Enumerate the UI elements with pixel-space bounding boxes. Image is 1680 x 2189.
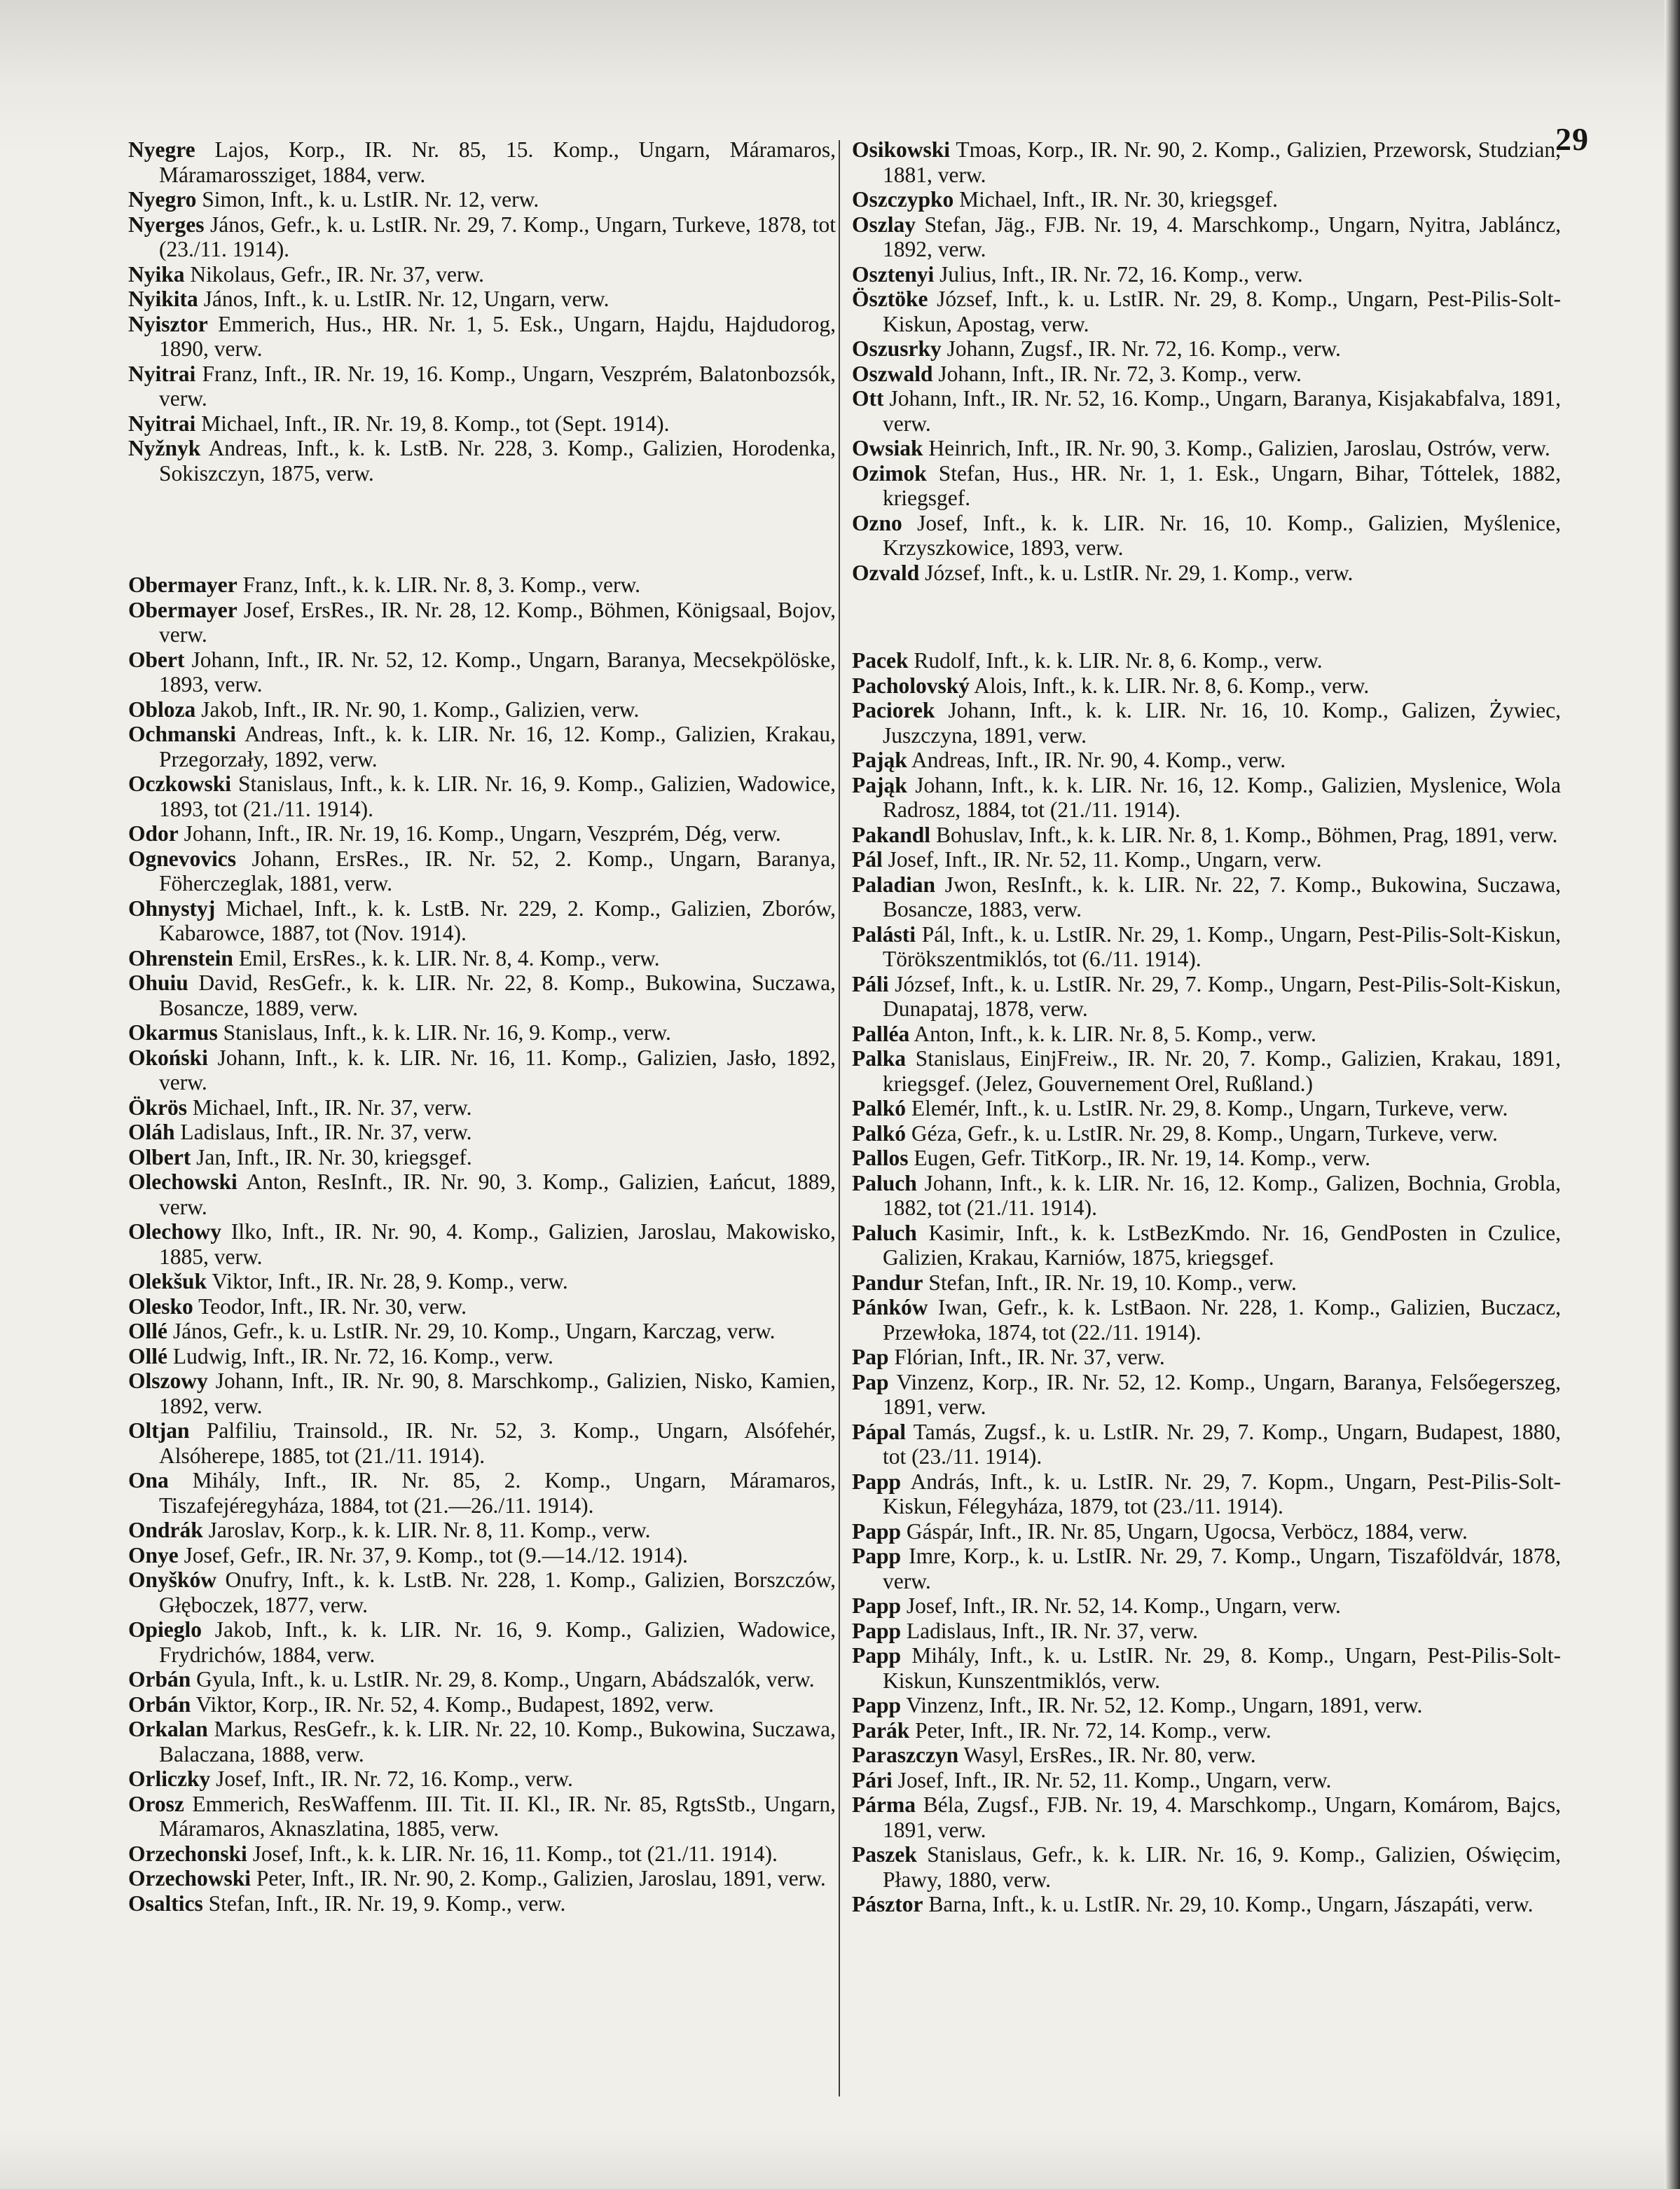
register-entry (852, 1096, 1561, 1121)
register-entry (852, 823, 1561, 848)
entry-details: Bohuslav, Inft., k. k. LIR. Nr. 8, 1. Komp., Böhmen, Prag, 1891, verw. (935, 822, 1558, 847)
register-entry (128, 1269, 836, 1294)
entry-details: Johann, Inft., k. k. LIR. Nr. 16, 11. Komp., Galizien, Jasło, 1892, verw. (159, 1045, 836, 1094)
entry-surname: Osaltics (128, 1890, 203, 1916)
register-entry (852, 212, 1561, 262)
register-entry (128, 1468, 836, 1518)
right-entries-o (852, 137, 1561, 585)
entry-surname: Pápal (852, 1419, 907, 1444)
entry-surname: Ohnystyj (128, 895, 216, 921)
entry-details: Jwon, ResInft., k. k. LIR. Nr. 22, 7. Komp., Bukowina, Suczawa, Bosancze, 1883, verw. (883, 872, 1561, 921)
entry-surname: Oszlay (852, 212, 916, 237)
page-edge-shadow (1665, 0, 1680, 2189)
register-entry (852, 1842, 1561, 1892)
entry-details: Johann, Inft., IR. Nr. 52, 12. Komp., Ungarn, Baranya, Mecsekpölöske, 1893, verw. (159, 647, 836, 696)
entry-surname: Papp (852, 1618, 902, 1643)
register-entry (852, 773, 1561, 823)
register-entry (128, 1717, 836, 1766)
register-entry (128, 647, 836, 697)
register-entry (128, 1219, 836, 1269)
section-gap (128, 486, 836, 572)
register-entry (128, 262, 836, 287)
entry-details: Jakob, Inft., k. k. LIR. Nr. 16, 9. Komp., Galizien, Wadowice, Frydrichów, 1884, verw. (159, 1617, 836, 1667)
register-entry (852, 1221, 1561, 1270)
register-entry (128, 411, 836, 437)
entry-details: Johann, Inft., IR. Nr. 72, 3. Komp., verw. (938, 361, 1302, 386)
register-entry (128, 1045, 836, 1095)
register-entry (852, 748, 1561, 773)
entry-surname: Pál (852, 847, 883, 872)
entry-surname: Ozvald (852, 560, 920, 585)
register-entry (852, 1171, 1561, 1221)
right-column (852, 137, 1561, 1917)
entry-details: Elemér, Inft., k. u. LstIR. Nr. 29, 8. Komp., Ungarn, Turkeve, verw. (911, 1096, 1508, 1120)
entry-details: Flórian, Inft., IR. Nr. 37, verw. (894, 1345, 1165, 1369)
entry-surname: Orbán (128, 1667, 191, 1692)
entry-details: David, ResGefr., k. k. LIR. Nr. 22, 8. Komp., Bukowina, Suczawa, Bosancze, 1889, verw. (159, 970, 836, 1020)
entry-details: Ladislaus, Inft., IR. Nr. 37, verw. (906, 1618, 1199, 1643)
entry-details: Josef, ErsRes., IR. Nr. 28, 12. Komp., Böhmen, Königsaal, Bojov, verw. (159, 597, 836, 647)
entry-details: Markus, ResGefr., k. k. LIR. Nr. 22, 10. Komp., Bukowina, Suczawa, Balaczana, 1888, verw. (159, 1717, 836, 1766)
entry-details: Michael, Inft., IR. Nr. 30, kriegsgef. (959, 187, 1279, 212)
entry-surname: Onyšków (128, 1567, 217, 1592)
register-entry (128, 598, 836, 647)
register-entry (852, 1270, 1561, 1296)
entry-surname: Pająk (852, 748, 907, 772)
entry-surname: Pakandl (852, 822, 931, 847)
register-entry (852, 287, 1561, 336)
register-entry (852, 1718, 1561, 1743)
entry-surname: Oszwald (852, 361, 933, 386)
register-entry (852, 972, 1561, 1022)
entry-surname: Nyitrai (128, 411, 196, 436)
entry-surname: Palkó (852, 1096, 907, 1120)
register-entry (852, 511, 1561, 561)
register-entry (852, 1146, 1561, 1171)
entry-surname: Palkó (852, 1120, 907, 1146)
entry-details: Josef, Inft., k. k. LIR. Nr. 16, 11. Komp., tot (21./11. 1914). (252, 1841, 778, 1866)
register-entry (128, 137, 836, 187)
entry-surname: Olesko (128, 1294, 193, 1319)
entry-details: Andreas, Inft., k. k. LstB. Nr. 228, 3. Komp., Galizien, Horodenka, Sokiszczyn, 1875, verw. (159, 436, 836, 486)
entry-details: Vinzenz, Korp., IR. Nr. 52, 12. Komp., Ungarn, Baranya, Felsőegerszeg, 1891, verw. (883, 1369, 1561, 1419)
register-entry (128, 1145, 836, 1170)
entry-details: Josef, Inft., k. k. LIR. Nr. 16, 10. Komp., Galizien, Myślenice, Krzyszkowice, 1893, verw. (883, 510, 1561, 560)
entry-details: Jan, Inft., IR. Nr. 30, kriegsgef. (196, 1144, 472, 1169)
register-entry (128, 1617, 836, 1667)
register-entry (852, 1022, 1561, 1047)
register-entry (852, 1693, 1561, 1718)
register-entry (128, 1344, 836, 1369)
entry-surname: Ökrös (128, 1094, 188, 1120)
entry-surname: Ott (852, 386, 884, 411)
entry-surname: Osikowski (852, 137, 951, 162)
entry-surname: Parák (852, 1717, 910, 1743)
register-entry (128, 187, 836, 212)
entry-surname: Paluch (852, 1170, 917, 1195)
entry-details: János, Gefr., k. u. LstIR. Nr. 29, 7. Komp., Ungarn, Turkeve, 1878, tot (23./11. 1914). (159, 212, 836, 261)
entry-details: Nikolaus, Gefr., IR. Nr. 37, verw. (190, 261, 485, 287)
register-entry (128, 1518, 836, 1543)
entry-surname: Papp (852, 1593, 902, 1618)
register-entry (852, 1743, 1561, 1768)
entry-details: Barna, Inft., k. u. LstIR. Nr. 29, 10. Komp., Ungarn, Jászapáti, verw. (928, 1892, 1534, 1916)
entry-details: Julius, Inft., IR. Nr. 72, 16. Komp., verw. (939, 261, 1303, 287)
register-entry (852, 1046, 1561, 1096)
left-column (128, 137, 836, 1916)
register-entry (852, 1593, 1561, 1619)
entry-surname: Oláh (128, 1120, 175, 1144)
page-number: 29 (1555, 121, 1589, 157)
register-entry (852, 1643, 1561, 1693)
entry-details: Stanislaus, Inft., k. k. LIR. Nr. 16, 9. Komp., Galizien, Wadowice, 1893, tot (21./11. 1914). (159, 771, 836, 821)
register-entry (852, 336, 1561, 362)
entry-details: Stefan, Jäg., FJB. Nr. 19, 4. Marschkomp., Ungarn, Nyitra, Jabláncz, 1892, verw. (883, 212, 1561, 261)
register-entry (128, 722, 836, 771)
entry-surname: Pająk (852, 772, 907, 797)
entry-details: Stefan, Inft., IR. Nr. 19, 9. Komp., verw. (208, 1890, 566, 1916)
entry-surname: Pap (852, 1345, 889, 1369)
column-divider (839, 140, 840, 2097)
entry-surname: Obert (128, 647, 185, 672)
entry-surname: Papp (852, 1518, 902, 1544)
entry-details: Josef, Inft., IR. Nr. 52, 14. Komp., Ungarn, verw. (906, 1593, 1341, 1618)
entry-details: Vinzenz, Inft., IR. Nr. 52, 12. Komp., Ungarn, 1891, verw. (906, 1693, 1423, 1717)
register-entry (128, 846, 836, 896)
entry-details: Anton, Inft., k. k. LIR. Nr. 8, 5. Komp., verw. (914, 1021, 1316, 1046)
register-entry (128, 1294, 836, 1319)
register-entry (128, 1169, 836, 1219)
register-entry (128, 212, 836, 262)
entry-surname: Pánków (852, 1295, 928, 1319)
left-entries-n (128, 137, 836, 486)
left-entries-o (128, 572, 836, 1916)
entry-details: Emmerich, Hus., HR. Nr. 1, 5. Esk., Ungarn, Hajdu, Hajdudorog, 1890, verw. (159, 311, 836, 361)
entry-details: Johann, Inft., k. k. LIR. Nr. 16, 10. Komp., Galizen, Żywiec, Juszczyna, 1891, verw. (883, 698, 1561, 748)
register-entry (852, 1792, 1561, 1842)
entry-surname: Pacek (852, 648, 909, 673)
entry-details: Johann, Inft., k. k. LIR. Nr. 16, 12. Komp., Galizen, Bochnia, Grobla, 1882, tot (21./11. 1914). (883, 1170, 1561, 1220)
entry-surname: Orbán (128, 1692, 191, 1717)
entry-details: Stefan, Hus., HR. Nr. 1, 1. Esk., Ungarn, Bihar, Tóttelek, 1882, kriegsgef. (883, 460, 1562, 510)
entry-details: Stefan, Inft., IR. Nr. 19, 10. Komp., verw. (928, 1270, 1297, 1295)
register-entry (852, 1345, 1561, 1370)
register-entry (128, 1841, 836, 1867)
entry-surname: Oltjan (128, 1418, 190, 1443)
entry-details: Johann, Inft., IR. Nr. 52, 16. Komp., Ungarn, Baranya, Kisjakabfalva, 1891, verw. (883, 386, 1562, 436)
entry-details: Gyula, Inft., k. u. LstIR. Nr. 29, 8. Komp., Ungarn, Abádszalók, verw. (196, 1667, 815, 1692)
register-entry (852, 1121, 1561, 1146)
entry-surname: Pallos (852, 1146, 909, 1170)
entry-details: Michael, Inft., IR. Nr. 19, 8. Komp., tot (Sept. 1914). (201, 411, 670, 436)
entry-details: Andreas, Inft., k. k. LIR. Nr. 16, 12. Komp., Galizien, Krakau, Przegorzały, 1892, verw. (159, 722, 836, 771)
entry-surname: Paszek (852, 1842, 917, 1867)
register-entry (128, 1866, 836, 1891)
entry-surname: Oszczypko (852, 187, 954, 212)
entry-details: Michael, Inft., k. k. LstB. Nr. 229, 2. Komp., Galizien, Zborów, Kabarowce, 1887, tot (Nov. 1914). (159, 895, 836, 945)
entry-surname: Orzechowski (128, 1866, 251, 1890)
register-entry (852, 1295, 1561, 1345)
entry-details: Jaroslav, Korp., k. k. LIR. Nr. 8, 11. Komp., verw. (208, 1518, 651, 1542)
entry-details: Mihály, Inft., k. u. LstIR. Nr. 29, 8. Komp., Ungarn, Pest-Pilis-Solt-Kiskun, Kunszentmiklós, verw. (883, 1643, 1561, 1693)
entry-surname: Orliczky (128, 1766, 211, 1791)
entry-surname: Obermayer (128, 597, 237, 622)
entry-surname: Pap (852, 1369, 889, 1394)
entry-details: Jakob, Inft., IR. Nr. 90, 1. Komp., Galizien, verw. (201, 696, 640, 722)
entry-surname: Paluch (852, 1220, 917, 1245)
entry-details: Emil, ErsRes., k. k. LIR. Nr. 8, 4. Komp., verw. (238, 945, 660, 970)
register-entry (128, 1020, 836, 1045)
register-entry (128, 287, 836, 312)
entry-surname: Pári (852, 1767, 893, 1792)
entry-details: Palfiliu, Trainsold., IR. Nr. 52, 3. Komp., Ungarn, Alsófehér, Alsóherepe, 1885, tot (21./11. 1914). (159, 1418, 836, 1468)
register-entry (852, 673, 1561, 699)
entry-surname: Nyegro (128, 187, 197, 212)
register-entry (128, 970, 836, 1020)
entry-details: Tamás, Zugsf., k. u. LstIR. Nr. 29, 7. Komp., Ungarn, Budapest, 1880, tot (23./11. 1914). (883, 1419, 1561, 1469)
register-entry (852, 648, 1561, 673)
register-entry (852, 1469, 1561, 1519)
entry-details: Ladislaus, Inft., IR. Nr. 37, verw. (180, 1120, 472, 1144)
entry-surname: Páli (852, 971, 889, 996)
entry-surname: Nyitrai (128, 361, 196, 386)
entry-details: János, Gefr., k. u. LstIR. Nr. 29, 10. Komp., Ungarn, Karczag, verw. (172, 1319, 776, 1343)
right-entries-p (852, 648, 1561, 1917)
entry-details: Lajos, Korp., IR. Nr. 85, 15. Komp., Ungarn, Máramaros, Máramarossziget, 1884, verw. (159, 137, 836, 187)
register-entry (852, 386, 1561, 436)
section-gap (852, 585, 1561, 648)
entry-surname: Palásti (852, 921, 916, 947)
entry-details: Anton, ResInft., IR. Nr. 90, 3. Komp., Galizien, Łańcut, 1889, verw. (159, 1169, 836, 1219)
register-entry (852, 362, 1561, 387)
register-entry (128, 1567, 836, 1617)
entry-surname: Palléa (852, 1021, 910, 1046)
entry-details: Onufry, Inft., k. k. LstB. Nr. 228, 1. Komp., Galizien, Borszczów, Głęboczek, 1877, verw. (159, 1567, 836, 1617)
register-entry (128, 1792, 836, 1841)
register-entry (128, 821, 836, 846)
entry-surname: Owsiak (852, 436, 923, 460)
register-entry (128, 1667, 836, 1692)
entry-details: Peter, Inft., IR. Nr. 72, 14. Komp., verw. (915, 1717, 1272, 1743)
entry-surname: Onye (128, 1542, 179, 1567)
register-entry (128, 312, 836, 362)
entry-surname: Opieglo (128, 1617, 202, 1642)
entry-details: Johann, Zugsf., IR. Nr. 72, 16. Komp., verw. (946, 336, 1341, 361)
entry-details: Teodor, Inft., IR. Nr. 30, verw. (198, 1294, 467, 1319)
register-entry (128, 771, 836, 821)
entry-surname: Ozimok (852, 460, 927, 486)
register-entry (852, 1619, 1561, 1644)
register-entry (128, 572, 836, 598)
entry-surname: Paladian (852, 872, 936, 897)
entry-details: József, Inft., k. u. LstIR. Nr. 29, 7. Komp., Ungarn, Pest-Pilis-Solt-Kiskun, Dunapataj, 1878, verw. (883, 971, 1561, 1021)
register-entry (128, 1766, 836, 1792)
entry-surname: Papp (852, 1469, 902, 1494)
entry-surname: Olekšuk (128, 1269, 207, 1294)
entry-details: Michael, Inft., IR. Nr. 37, verw. (192, 1094, 472, 1120)
entry-surname: Obermayer (128, 572, 237, 597)
entry-surname: Paciorek (852, 698, 935, 722)
register-entry (852, 187, 1561, 212)
entry-details: Gáspár, Inft., IR. Nr. 85, Ungarn, Ugocsa, Verböcz, 1884, verw. (906, 1518, 1468, 1544)
entry-surname: Olbert (128, 1144, 191, 1169)
entry-details: Ludwig, Inft., IR. Nr. 72, 16. Komp., verw. (172, 1343, 553, 1368)
entry-surname: Pandur (852, 1270, 923, 1295)
entry-details: Stanislaus, Gefr., k. k. LIR. Nr. 16, 9. Komp., Galizien, Oświęcim, Pławy, 1880, verw. (883, 1842, 1562, 1892)
entry-surname: Nyika (128, 261, 185, 287)
register-entry (128, 1418, 836, 1468)
entry-details: Pál, Inft., k. u. LstIR. Nr. 29, 1. Komp., Ungarn, Pest-Pilis-Solt-Kiskun, Törökszentmiklós, tot (6./11. 1914). (883, 921, 1561, 971)
entry-details: Johann, Inft., IR. Nr. 90, 8. Marschkomp., Galizien, Nisko, Kamien, 1892, verw. (159, 1368, 836, 1418)
entry-details: Johann, Inft., k. k. LIR. Nr. 16, 12. Komp., Galizien, Myslenice, Wola Radrosz, 1884, tot (21./11. 1914). (883, 772, 1561, 822)
entry-details: Simon, Inft., k. u. LstIR. Nr. 12, verw. (202, 187, 539, 212)
entry-surname: Osztenyi (852, 261, 935, 287)
entry-details: Josef, Inft., IR. Nr. 72, 16. Komp., verw. (216, 1766, 573, 1791)
register-entry (128, 946, 836, 971)
entry-details: Andreas, Inft., IR. Nr. 90, 4. Komp., verw. (911, 748, 1286, 772)
register-entry (128, 362, 836, 411)
register-entry (852, 1892, 1561, 1917)
entry-details: Rudolf, Inft., k. k. LIR. Nr. 8, 6. Komp., verw. (914, 648, 1323, 673)
entry-surname: Pásztor (852, 1892, 923, 1916)
entry-details: Stanislaus, Inft., k. k. LIR. Nr. 16, 9. Komp., verw. (223, 1020, 671, 1045)
entry-details: Mihály, Inft., IR. Nr. 85, 2. Komp., Ungarn, Máramaros, Tiszafejéregyháza, 1884, tot (21.—26./11. 1914). (159, 1468, 836, 1518)
entry-details: Johann, Inft., IR. Nr. 19, 16. Komp., Ungarn, Veszprém, Dég, verw. (184, 821, 781, 846)
entry-surname: Ohrenstein (128, 945, 233, 970)
entry-surname: Nyegre (128, 137, 195, 162)
entry-surname: Oszusrky (852, 336, 942, 361)
entry-surname: Papp (852, 1544, 902, 1568)
entry-surname: Odor (128, 821, 179, 846)
register-entry (852, 872, 1561, 922)
entry-surname: Ösztöke (852, 287, 928, 311)
entry-surname: Olechowy (128, 1219, 221, 1244)
register-entry (128, 1120, 836, 1145)
entry-surname: Pacholovský (852, 673, 970, 698)
entry-surname: Ollé (128, 1319, 167, 1343)
register-entry (128, 1095, 836, 1120)
entry-surname: Ozno (852, 510, 902, 535)
entry-details: Imre, Korp., k. u. LstIR. Nr. 29, 7. Komp., Ungarn, Tiszaföldvár, 1878, verw. (883, 1544, 1561, 1593)
entry-details: Viktor, Inft., IR. Nr. 28, 9. Komp., verw. (212, 1269, 568, 1294)
entry-details: Franz, Inft., k. k. LIR. Nr. 8, 3. Komp., verw. (242, 572, 641, 597)
entry-surname: Ona (128, 1468, 169, 1492)
entry-surname: Papp (852, 1643, 902, 1668)
register-entry (852, 1420, 1561, 1469)
entry-surname: Papp (852, 1693, 902, 1717)
register-entry (852, 461, 1561, 511)
entry-details: Béla, Zugsf., FJB. Nr. 19, 4. Marschkomp., Ungarn, Komárom, Bajcs, 1891, verw. (883, 1792, 1562, 1842)
entry-details: Josef, Gefr., IR. Nr. 37, 9. Komp., tot (9.—14./12. 1914). (184, 1542, 688, 1567)
entry-surname: Nyikita (128, 287, 198, 311)
register-entry (128, 1891, 836, 1916)
entry-surname: Palka (852, 1046, 907, 1071)
entry-details: Eugen, Gefr. TitKorp., IR. Nr. 19, 14. Komp., verw. (914, 1146, 1370, 1170)
entry-surname: Olechowski (128, 1169, 237, 1194)
entry-surname: Orzechonski (128, 1841, 247, 1866)
register-entry (852, 1370, 1561, 1420)
entry-surname: Ondrák (128, 1518, 203, 1542)
entry-surname: Ohuiu (128, 970, 188, 995)
register-entry (852, 262, 1561, 287)
entry-details: Alois, Inft., k. k. LIR. Nr. 8, 6. Komp., verw. (974, 673, 1370, 698)
entry-details: Josef, Inft., IR. Nr. 52, 11. Komp., Ungarn, verw. (888, 847, 1322, 872)
register-entry (852, 847, 1561, 872)
entry-details: Viktor, Korp., IR. Nr. 52, 4. Komp., Budapest, 1892, verw. (195, 1692, 714, 1717)
entry-details: József, Inft., k. u. LstIR. Nr. 29, 8. Komp., Ungarn, Pest-Pilis-Solt-Kiskun, Apostag, verw. (883, 287, 1561, 336)
entry-surname: Okoński (128, 1045, 208, 1070)
entry-details: Ilko, Inft., IR. Nr. 90, 4. Komp., Galizien, Jaroslau, Makowisko, 1885, verw. (159, 1219, 836, 1269)
register-entry (128, 1368, 836, 1418)
entry-details: Peter, Inft., IR. Nr. 90, 2. Komp., Galizien, Jaroslau, 1891, verw. (256, 1866, 826, 1890)
entry-details: Emmerich, ResWaffenm. III. Tit. II. Kl., IR. Nr. 85, RgtsStb., Ungarn, Máramaros, Aknaszlatina, 1885, verw. (159, 1791, 836, 1841)
entry-surname: Ognevovics (128, 846, 236, 871)
register-entry (128, 1692, 836, 1717)
entry-surname: Oczkowski (128, 771, 232, 796)
register-entry (852, 1519, 1561, 1544)
register-entry (852, 436, 1561, 461)
entry-details: Heinrich, Inft., IR. Nr. 90, 3. Komp., Galizien, Jaroslau, Ostrów, verw. (928, 436, 1550, 460)
entry-details: Tmoas, Korp., IR. Nr. 90, 2. Komp., Galizien, Przeworsk, Studzian, 1881, verw. (883, 137, 1561, 187)
entry-details: Géza, Gefr., k. u. LstIR. Nr. 29, 8. Komp., Ungarn, Turkeve, verw. (911, 1120, 1498, 1146)
entry-details: Iwan, Gefr., k. k. LstBaon. Nr. 228, 1. Komp., Galizien, Buczacz, Przewłoka, 1874, tot (22./11. 1914). (883, 1295, 1562, 1345)
entry-surname: Nyerges (128, 212, 205, 237)
entry-details: Kasimir, Inft., k. k. LstBezKmdo. Nr. 16, GendPosten in Czulice, Galizien, Krakau, Karniów, 1875, kriegsgef. (883, 1220, 1561, 1270)
entry-details: János, Inft., k. u. LstIR. Nr. 12, Ungarn, verw. (203, 287, 610, 311)
entry-surname: Orosz (128, 1791, 184, 1816)
entry-surname: Obloza (128, 696, 196, 722)
entry-details: Stanislaus, EinjFreiw., IR. Nr. 20, 7. Komp., Galizien, Krakau, 1891, kriegsgef. (Jelez, Gouvernement Orel, Rußland.) (883, 1046, 1562, 1096)
entry-surname: Ollé (128, 1343, 167, 1368)
entry-details: Johann, ErsRes., IR. Nr. 52, 2. Komp., Ungarn, Baranya, Föherczeglak, 1881, verw. (159, 846, 836, 895)
register-entry (852, 561, 1561, 586)
register-entry (128, 436, 836, 486)
register-entry (852, 1544, 1561, 1593)
register-entry (128, 1543, 836, 1568)
register-entry (852, 1768, 1561, 1793)
entry-details: Wasyl, ErsRes., IR. Nr. 80, verw. (963, 1743, 1256, 1767)
register-entry (128, 1319, 836, 1344)
entry-surname: Ochmanski (128, 722, 237, 746)
entry-details: András, Inft., k. u. LstIR. Nr. 29, 7. Kopm., Ungarn, Pest-Pilis-Solt-Kiskun, Félegyháza, 1879, tot (23./11. 1914). (883, 1469, 1561, 1518)
entry-details: Josef, Inft., IR. Nr. 52, 11. Komp., Ungarn, verw. (897, 1767, 1332, 1792)
register-entry (852, 698, 1561, 748)
entry-surname: Nyisztor (128, 311, 208, 336)
entry-details: Franz, Inft., IR. Nr. 19, 16. Komp., Ungarn, Veszprém, Balatonbozsók, verw. (159, 361, 836, 411)
entry-surname: Nyžnyk (128, 436, 201, 460)
entry-surname: Olszowy (128, 1368, 208, 1393)
register-entry (852, 137, 1561, 187)
register-entry (852, 922, 1561, 972)
register-entry (128, 697, 836, 722)
entry-surname: Okarmus (128, 1020, 218, 1045)
entry-surname: Paraszczyn (852, 1743, 959, 1767)
entry-surname: Orkalan (128, 1717, 208, 1741)
entry-details: József, Inft., k. u. LstIR. Nr. 29, 1. Komp., verw. (925, 560, 1354, 585)
register-entry (128, 896, 836, 946)
entry-surname: Párma (852, 1792, 916, 1817)
